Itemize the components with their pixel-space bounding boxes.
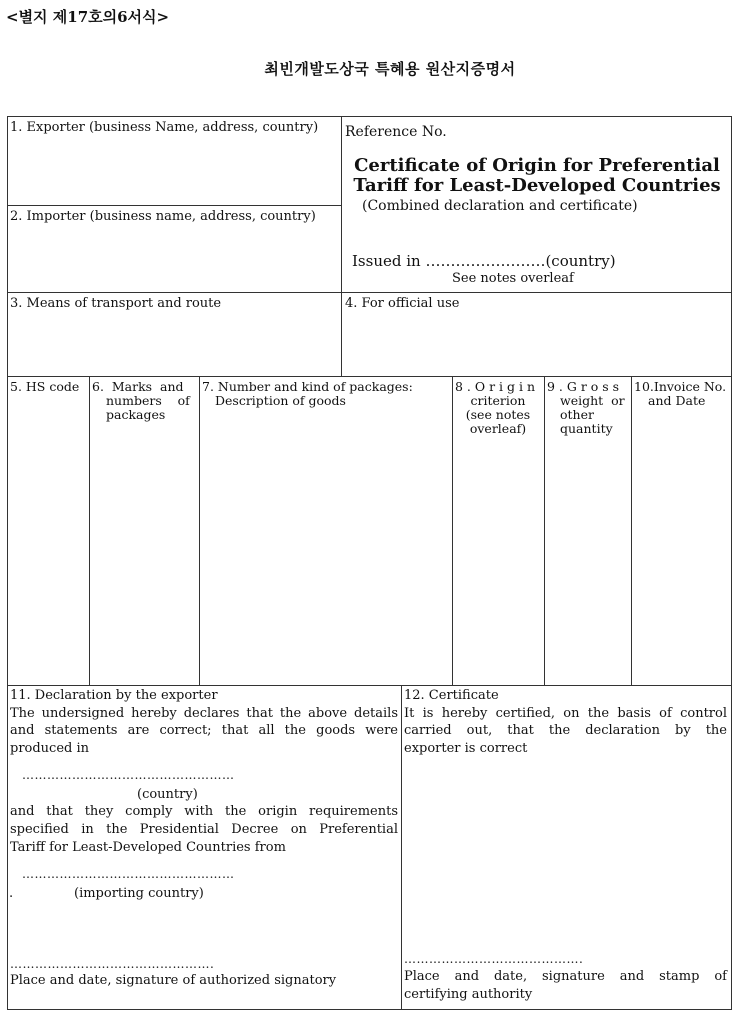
declaration-line1: The undersigned hereby declares that the above details — [10, 706, 398, 721]
origin-header-line4: overleaf) — [469, 421, 527, 436]
declaration-country-dots: …………………………………………… — [22, 768, 235, 782]
certificate-title-line2: Tariff for Least-Developed Countries — [353, 175, 721, 196]
declaration-signature-dots: …………………………………………. — [10, 957, 215, 971]
certificate-title-line1: Certificate of Origin for Preferential — [354, 155, 720, 176]
divider-col-9 — [544, 376, 545, 685]
origin-header-line1: 8 . O r i g i n — [455, 379, 536, 394]
invoice-header-line2: and Date — [648, 393, 706, 408]
number-kind-header-line2: Description of goods — [215, 393, 346, 408]
divider-bottom-center — [401, 685, 402, 1009]
gross-header-line1: 9 . G r o s s — [547, 379, 620, 394]
outer-border-right — [731, 116, 732, 1010]
certificate-line1: It is hereby certified, on the basis of control — [404, 706, 727, 721]
origin-header-line2: criterion — [470, 393, 526, 408]
declaration-heading: 11. Declaration by the exporter — [10, 688, 218, 703]
declaration-line3: produced in — [10, 741, 90, 756]
declaration-line5: specified in the Presidential Decree on Preferential — [10, 822, 398, 837]
divider-row-declaration — [7, 685, 732, 686]
divider-top-center — [341, 116, 342, 377]
marks-header-line1: 6. Marks and — [92, 379, 184, 394]
exporter-label: 1. Exporter (business Name, address, country) — [10, 120, 319, 135]
outer-border-top — [7, 116, 732, 117]
see-notes: See notes overleaf — [452, 271, 574, 286]
declaration-line6: Tariff for Least-Developed Countries from — [10, 840, 286, 855]
divider-row-goods — [7, 376, 732, 377]
outer-border-left — [7, 116, 8, 1010]
certificate-line3: exporter is correct — [404, 741, 528, 756]
certificate-signature-dots: ……………………………………. — [404, 952, 584, 966]
declaration-importing-prefix: . — [9, 886, 14, 901]
certificate-title — [344, 156, 730, 196]
hs-code-header: 5. HS code — [10, 379, 80, 394]
invoice-header-line1: 10.Invoice No. — [634, 379, 727, 394]
gross-header-line2: weight or — [560, 393, 625, 408]
marks-header-line3: packages — [106, 407, 166, 422]
marks-header-line2: numbers of — [106, 393, 190, 408]
outer-border-bottom — [7, 1009, 732, 1010]
divider-exporter-importer — [7, 205, 342, 206]
reference-label: Reference No. — [345, 124, 447, 140]
form-number: <별지 제17호의6서식> — [6, 8, 170, 26]
gross-header-line3: other — [560, 407, 594, 422]
certificate-line4: Place and date, signature and stamp of — [404, 969, 727, 984]
divider-col-6 — [89, 376, 90, 685]
certificate-heading: 12. Certificate — [404, 688, 499, 703]
importer-label: 2. Importer (business name, address, country) — [10, 209, 316, 224]
declaration-signatory-label: Place and date, signature of authorized signatory — [10, 973, 337, 988]
declaration-line4: and that they comply with the origin requirements — [10, 804, 398, 819]
declaration-importing-caption: (importing country) — [74, 886, 204, 901]
declaration-importing-dots: …………………………………………… — [22, 867, 235, 881]
issued-in: Issued in ……………………(country) — [352, 252, 616, 270]
declaration-country-caption: (country) — [137, 787, 198, 802]
certificate-line5: certifying authority — [404, 987, 533, 1002]
form-title: 최빈개발도상국 특혜용 원산지증명서 — [264, 60, 516, 78]
official-use-label: 4. For official use — [345, 296, 460, 311]
divider-col-7 — [199, 376, 200, 685]
divider-col-10 — [631, 376, 632, 685]
origin-header-line3: (see notes — [465, 407, 531, 422]
divider-row-transport — [7, 292, 732, 293]
transport-label: 3. Means of transport and route — [10, 296, 222, 311]
certificate-line2: carried out, that the declaration by the — [404, 723, 727, 738]
gross-header-line4: quantity — [560, 421, 613, 436]
certificate-subtitle: (Combined declaration and certificate) — [362, 198, 638, 214]
declaration-line2: and statements are correct; that all the goods were — [10, 723, 398, 738]
number-kind-header-line1: 7. Number and kind of packages: — [202, 379, 413, 394]
